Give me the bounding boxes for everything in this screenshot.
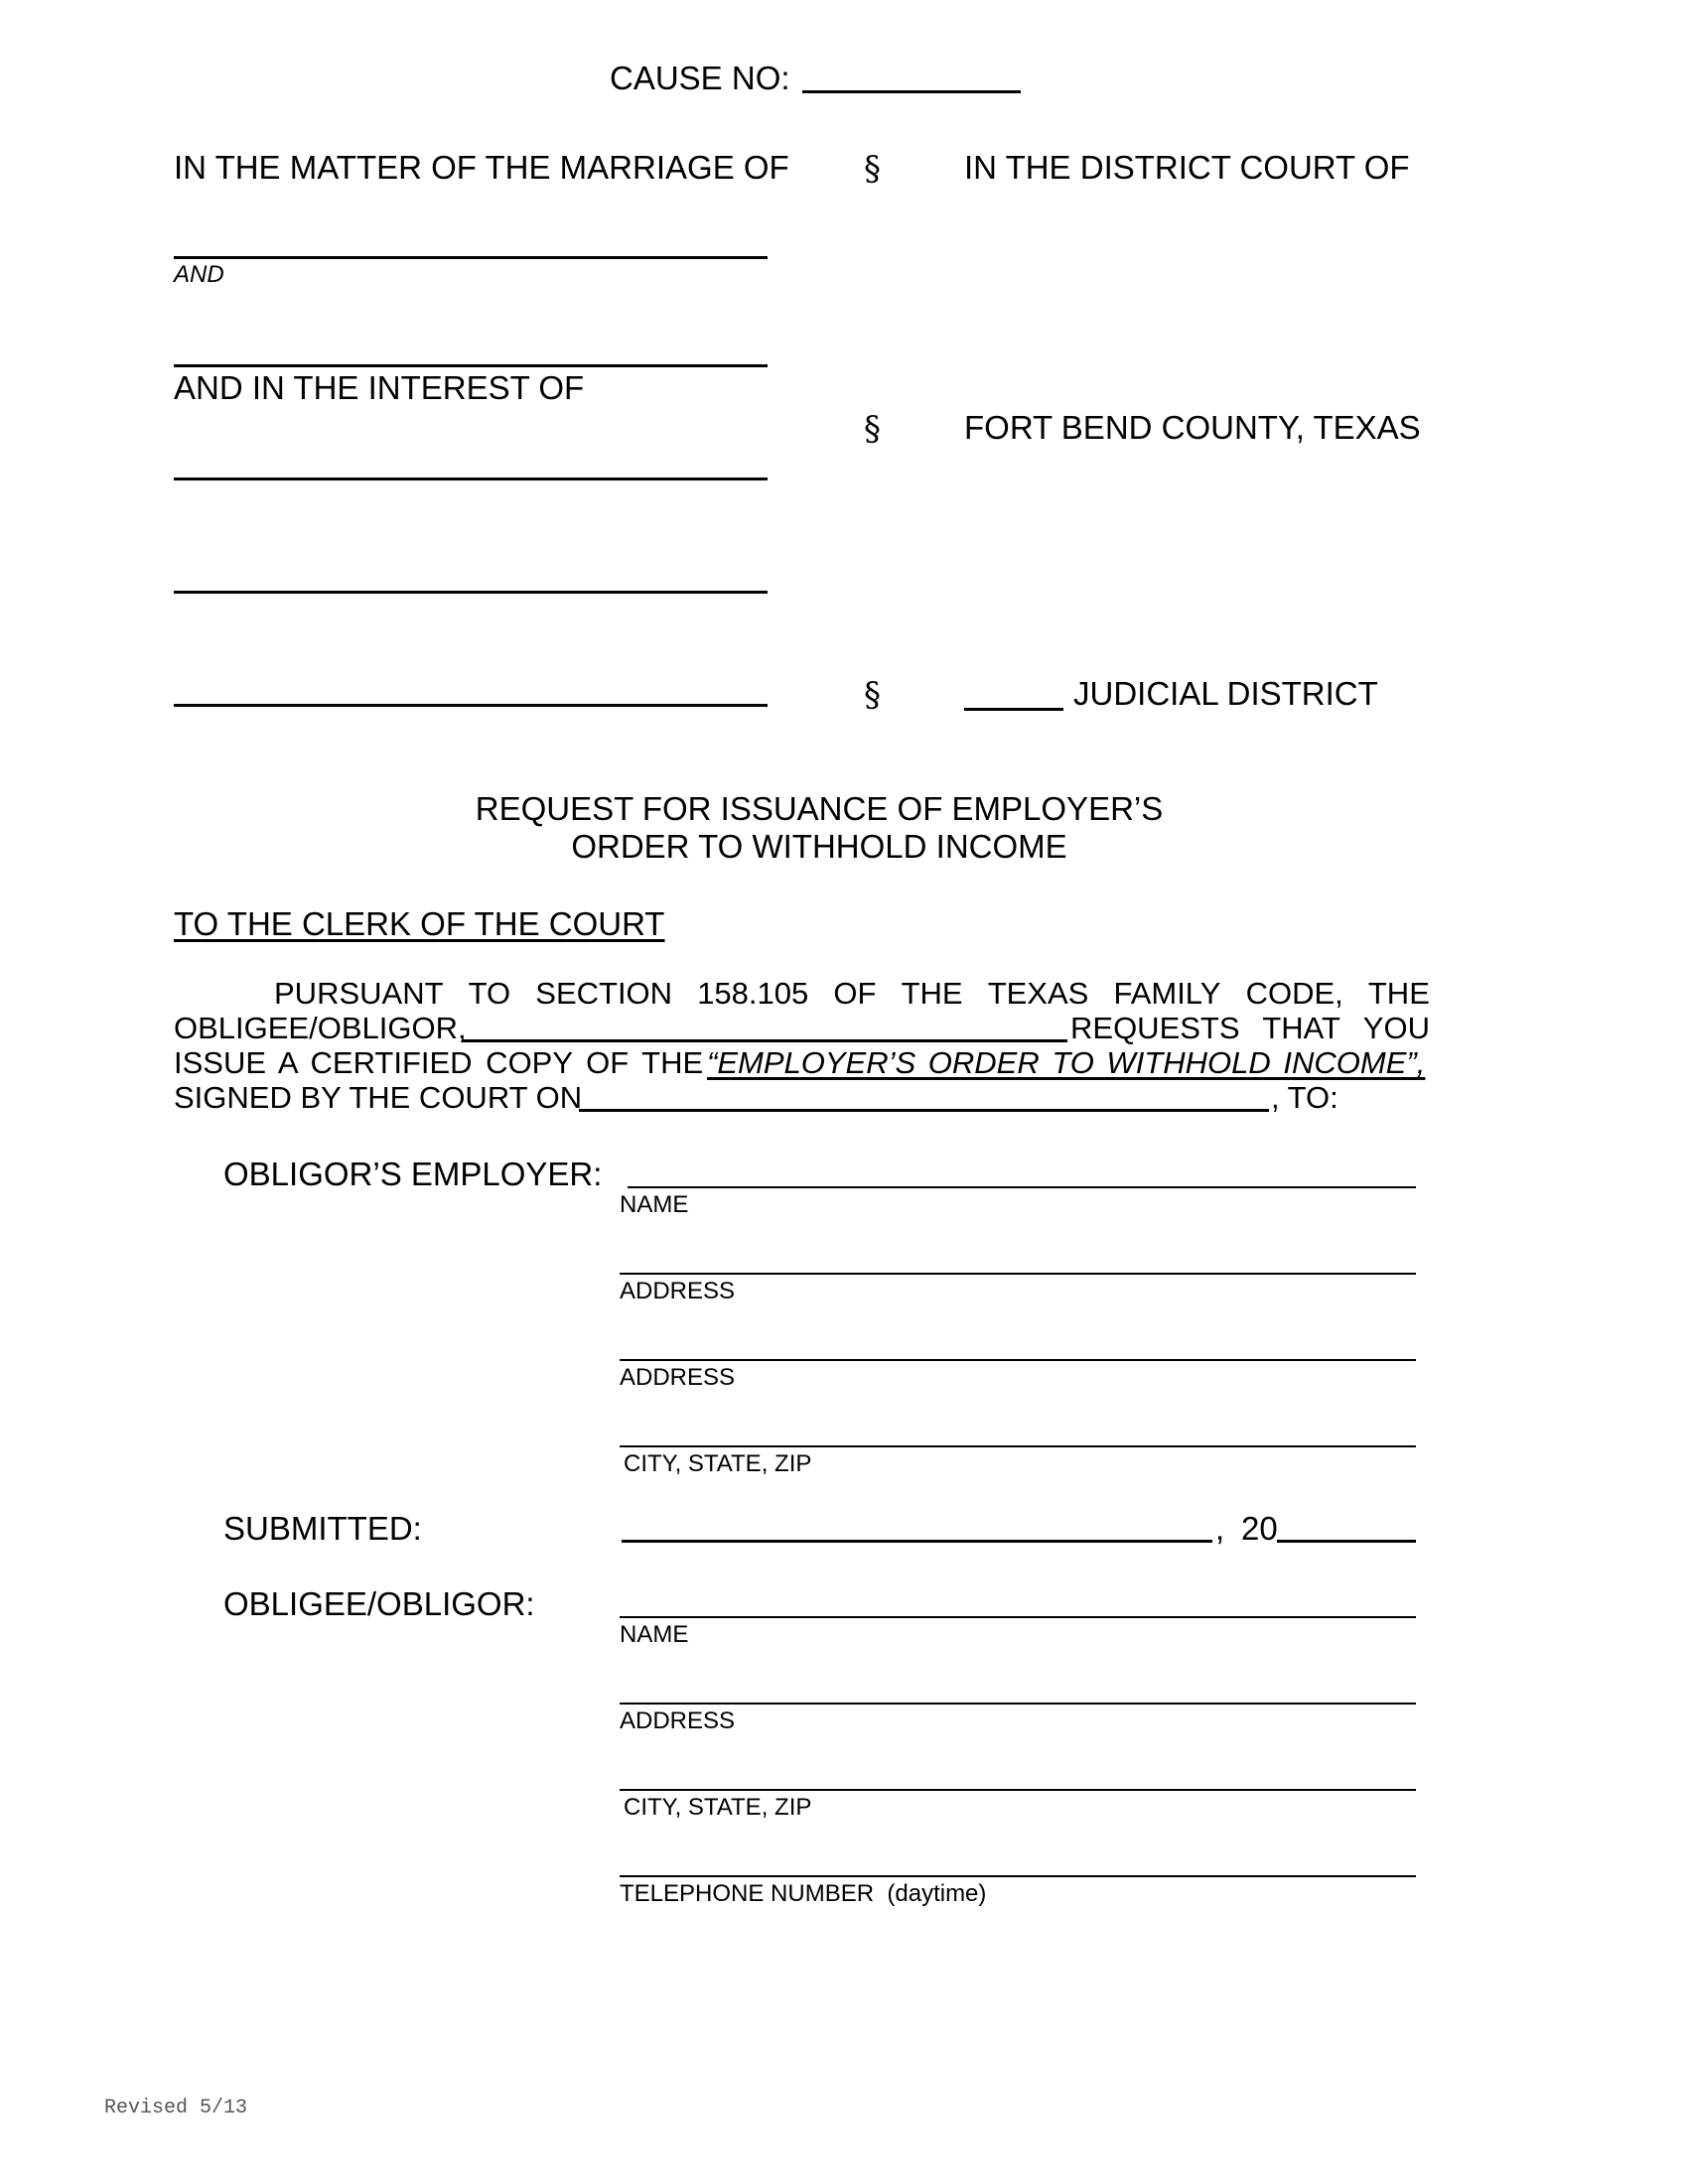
- signed-date-field[interactable]: [579, 1109, 1269, 1112]
- and-label: AND: [174, 261, 224, 288]
- body-word: THAT: [1262, 1011, 1340, 1045]
- revision-note: Revised 5/13: [104, 2097, 248, 2119]
- obligee-address-field[interactable]: [620, 1703, 1416, 1705]
- county-label: FORT BEND COUNTY, TEXAS: [964, 409, 1421, 446]
- body-word: YOU: [1362, 1011, 1430, 1045]
- body-word: FAMILY: [1113, 976, 1221, 1011]
- submitted-comma: ,: [1215, 1510, 1225, 1547]
- obligee-obligor-name-field[interactable]: [462, 1039, 1067, 1042]
- body-row-2-start: OBLIGEE/OBLIGOR,: [174, 1011, 467, 1045]
- obligee-phone-field[interactable]: [620, 1875, 1416, 1877]
- employer-address1-caption: ADDRESS: [620, 1278, 736, 1304]
- district-label: JUDICIAL DISTRICT: [1073, 675, 1378, 712]
- body-word: 158.105: [697, 976, 809, 1011]
- obligee-label: OBLIGEE/OBLIGOR:: [223, 1585, 535, 1622]
- submitted-year-prefix: 20: [1241, 1510, 1278, 1547]
- employer-address2-caption: ADDRESS: [620, 1364, 736, 1391]
- spouse2-name-field[interactable]: [174, 364, 768, 367]
- body-row-4-end: , TO:: [1271, 1080, 1338, 1115]
- body-word: THE: [1367, 976, 1430, 1011]
- section-symbol-1: §: [864, 149, 881, 189]
- title-line-1: REQUEST FOR ISSUANCE OF EMPLOYER’S: [475, 790, 1164, 827]
- submitted-label: SUBMITTED:: [223, 1510, 422, 1547]
- body-word: THE: [901, 976, 963, 1011]
- employer-address2-field[interactable]: [620, 1359, 1416, 1361]
- spouse1-name-field[interactable]: [174, 256, 768, 259]
- body-word: OF: [833, 976, 877, 1011]
- employer-address1-field[interactable]: [620, 1273, 1416, 1275]
- obligee-city-field[interactable]: [620, 1789, 1416, 1791]
- employer-name-caption: NAME: [620, 1191, 689, 1218]
- body-word: PURSUANT: [274, 976, 444, 1011]
- obligee-phone-caption: TELEPHONE NUMBER (daytime): [620, 1880, 987, 1907]
- body-word: SECTION: [535, 976, 673, 1011]
- cause-no-field[interactable]: [802, 90, 1021, 93]
- addressee-heading: TO THE CLERK OF THE COURT: [174, 905, 665, 942]
- obligee-name-caption: NAME: [620, 1621, 689, 1648]
- matter-label: IN THE MATTER OF THE MARRIAGE OF: [174, 149, 789, 186]
- section-symbol-2: §: [864, 409, 881, 449]
- cause-no-label: CAUSE NO:: [610, 60, 790, 96]
- body-word: TEXAS: [987, 976, 1089, 1011]
- submitted-year-field[interactable]: [1277, 1540, 1416, 1543]
- child1-name-field[interactable]: [174, 478, 768, 480]
- section-symbol-3: §: [864, 675, 881, 715]
- body-word: REQUESTS: [1070, 1011, 1240, 1045]
- title-line-2: ORDER TO WITHHOLD INCOME: [571, 828, 1067, 865]
- employer-city-caption: CITY, STATE, ZIP: [624, 1450, 812, 1477]
- obligee-name-field[interactable]: [620, 1616, 1416, 1618]
- obligee-address-caption: ADDRESS: [620, 1707, 736, 1734]
- body-word: TO: [468, 976, 511, 1011]
- obligee-city-caption: CITY, STATE, ZIP: [624, 1794, 812, 1821]
- body-row-2-end: [1070, 1013, 1430, 1043]
- submitted-date-field[interactable]: [622, 1540, 1212, 1543]
- body-row-3-start: ISSUE A CERTIFIED COPY OF THE: [174, 1045, 704, 1080]
- body-row-1: [274, 978, 1430, 1009]
- child2-name-field[interactable]: [174, 591, 768, 594]
- court-label: IN THE DISTRICT COURT OF: [964, 149, 1410, 186]
- body-row-4-start: SIGNED BY THE COURT ON: [174, 1080, 583, 1115]
- employer-name-field[interactable]: [628, 1186, 1416, 1188]
- child3-name-field[interactable]: [174, 704, 768, 707]
- body-word: CODE,: [1245, 976, 1343, 1011]
- district-number-field[interactable]: [964, 708, 1063, 711]
- employer-city-field[interactable]: [620, 1445, 1416, 1447]
- employer-label: OBLIGOR’S EMPLOYER:: [223, 1156, 603, 1192]
- order-title-reference: “EMPLOYER’S ORDER TO WITHHOLD INCOME”,: [707, 1045, 1426, 1080]
- interest-label: AND IN THE INTEREST OF: [174, 369, 585, 406]
